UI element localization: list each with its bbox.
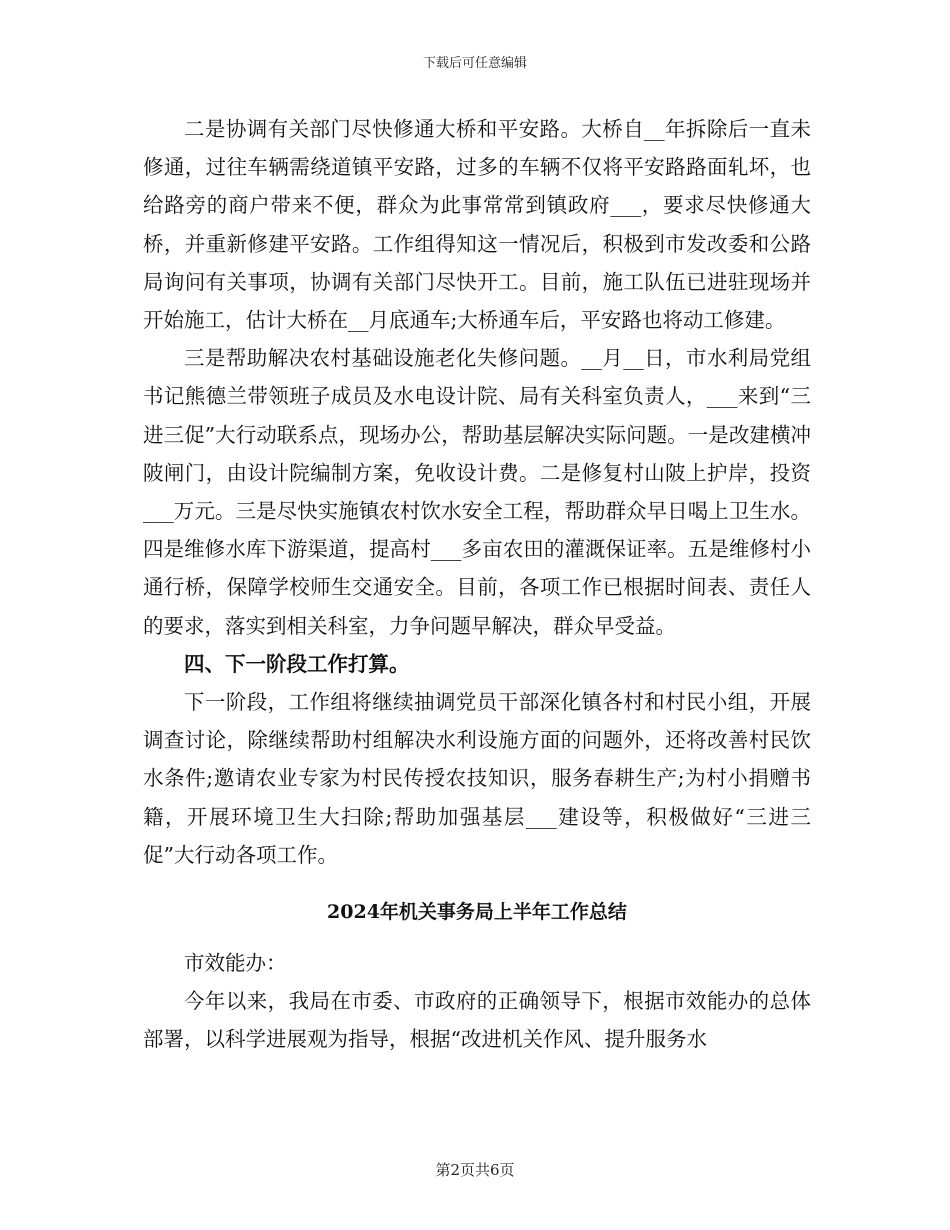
paragraph-intro: 今年以来，我局在市委、市政府的正确领导下，根据市效能办的总体部署，以科学进展观为指导，根据“改进机关作风、提升服务水 [143,989,811,1052]
paragraph-next-stage: 下一阶段，工作组将继续抽调党员干部深化镇各村和村民小组，开展调查讨论，除继续帮助村组解决水利设施方面的问题外，还将改善村民饮水条件;邀请农业专家为村民传授农技知识，服务春耕生产;为村小捐赠书籍，开展环境卫生大扫除;帮助加强基层___建设等，积极做好“三进三促”大行动各项工作。 [143,690,811,867]
paragraph-bridge-road: 二是协调有关部门尽快修通大桥和平安路。大桥自__年拆除后一直未修通，过往车辆需绕道镇平安路，过多的车辆不仅将平安路路面轧坏，也给路旁的商户带来不便，群众为此事常常到镇政府___，要求尽快修通大桥，并重新修建平安路。工作组得知这一情况后，积极到市发改委和公路局询问有关事项，协调有关部门尽快开工。目前，施工队伍已进驻现场并开始施工，估计大桥在__月底通车;大桥通车后，平安路也将动工修建。 [143,117,811,333]
section-heading-next-stage: 四、下一阶段工作打算。 [184,651,410,676]
salutation: 市效能办： [184,951,287,976]
document-title: 2024年机关事务局上半年工作总结 [327,901,627,924]
page-header-note: 下载后可任意编辑 [422,56,527,71]
page-footer-number: 第2页共6页 [435,1161,515,1179]
document-body [143,110,811,1059]
paragraph-infrastructure: 三是帮助解决农村基础设施老化失修问题。__月__日，市水利局党组书记熊德兰带领班子成员及水电设计院、局有关科室负责人，___来到“三进三促”大行动联系点，现场办公，帮助基层解决实际问题。一是改建横冲陂闸门，由设计院编制方案，免收设计费。二是修复村山陂上护岸，投资___万元。三是尽快实施镇农村饮水安全工程，帮助群众早日喝上卫生水。四是维修水库下游渠道，提高村___多亩农田的灌溉保证率。五是维修村小通行桥，保障学校师生交通安全。目前，各项工作已根据时间表、责任人的要求，落实到相关科室，力争问题早解决，群众早受益。 [143,346,811,638]
